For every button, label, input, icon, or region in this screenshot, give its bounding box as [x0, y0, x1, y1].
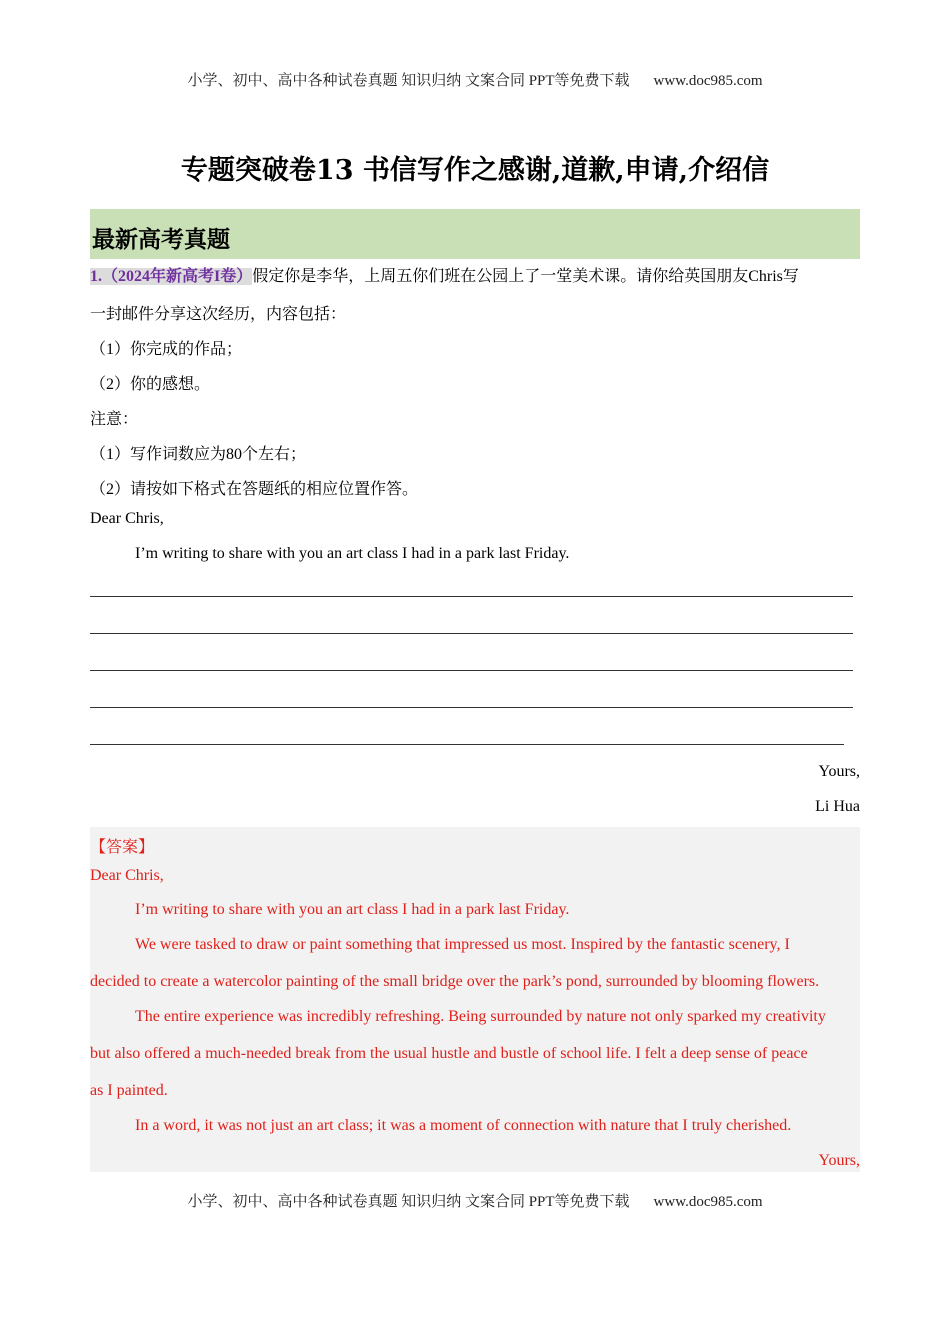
answer-salutation: Dear Chris,	[90, 867, 164, 884]
section-heading: 最新高考真题	[90, 209, 860, 259]
content-point-2: （2）你的感想。	[90, 376, 211, 393]
answer-paragraph-4: In a word, it was not just an art class; it was a moment of connection with nature that I truly cherished.	[135, 1117, 792, 1134]
note-label: 注意：	[90, 411, 139, 428]
answer-closing: Yours,	[818, 1152, 860, 1169]
document-title: 专题突破卷13 书信写作之感谢,道歉,申请,介绍信	[180, 155, 770, 186]
header-site-link[interactable]: www.doc985.com	[653, 73, 763, 89]
letter-opening: I’m writing to share with you an art class I had in a park last Friday.	[135, 545, 570, 562]
letter-signature: Li Hua	[815, 798, 860, 815]
page-header	[0, 69, 950, 90]
page-footer	[0, 1190, 950, 1211]
note-1: （1）写作词数应为80个左右；	[90, 446, 307, 463]
answer-line-4	[90, 707, 853, 708]
answer-paragraph-1: I’m writing to share with you an art class I had in a park last Friday.	[135, 901, 570, 918]
answer-paragraph-2-line-1: We were tasked to draw or paint something that impressed us most. Inspired by the fantastic scenery, I	[135, 936, 790, 953]
note-2: （2）请按如下格式在答题纸的相应位置作答。	[90, 481, 419, 498]
answer-paragraph-3-line-3: as I painted.	[90, 1082, 168, 1099]
answer-line-3	[90, 670, 853, 671]
content-point-1: （1）你完成的作品；	[90, 341, 243, 358]
answer-line-1	[90, 596, 853, 597]
answer-paragraph-3-line-1: The entire experience was incredibly refreshing. Being surrounded by nature not only sparked my creativity	[135, 1008, 826, 1025]
question-source-tag: 1.（2024年新高考I卷）	[90, 268, 253, 285]
footer-text: 小学、初中、高中各种试卷真题 知识归纳 文案合同 PPT等免费下载	[187, 1194, 630, 1210]
answer-line-5	[90, 744, 844, 745]
letter-closing: Yours,	[818, 763, 860, 780]
header-text: 小学、初中、高中各种试卷真题 知识归纳 文案合同 PPT等免费下载	[187, 73, 630, 89]
question-prompt-1: 假定你是李华，上周五你们班在公园上了一堂美术课。请你给英国朋友Chris写	[252, 268, 799, 285]
answer-paragraph-3-line-2: but also offered a much-needed break from the usual hustle and bustle of school life. I felt a deep sense of peace	[90, 1045, 808, 1062]
question-line-1	[90, 263, 799, 286]
letter-salutation: Dear Chris,	[90, 510, 164, 527]
question-prompt-2: 一封邮件分享这次经历，内容包括：	[90, 306, 347, 323]
answer-line-2	[90, 633, 853, 634]
footer-site-link[interactable]: www.doc985.com	[653, 1194, 763, 1210]
answer-paragraph-2-line-2: decided to create a watercolor painting of the small bridge over the park’s pond, surrounded by blooming flowers.	[90, 973, 820, 990]
answer-label: 【答案】	[90, 839, 155, 856]
